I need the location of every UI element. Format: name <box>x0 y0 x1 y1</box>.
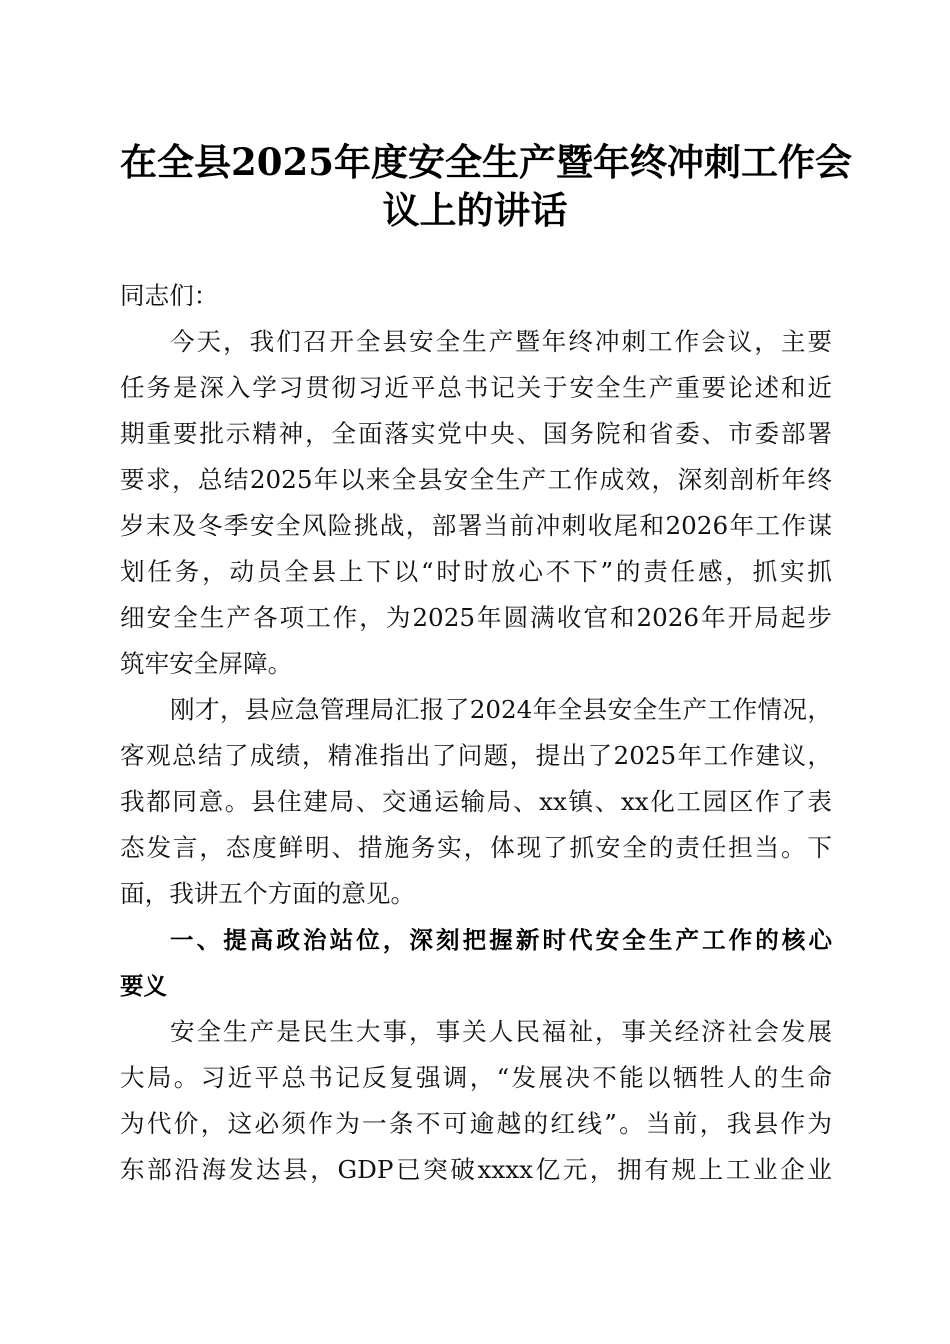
section-1-heading: 要义 <box>120 972 167 1000</box>
paragraph-1-line: 筑牢安全屏障。 <box>120 649 293 678</box>
paragraph-2-line: 我都同意。县住建局、交通运输局、xx镇、xx化工园区作了表 <box>120 787 832 816</box>
paragraph-1-line: 任务是深入学习贯彻习近平总书记关于安全生产重要论述和近 <box>120 373 832 402</box>
paragraph-1-line: 要求，总结2025年以来全县安全生产工作成效，深刻剖析年终 <box>120 465 832 494</box>
paragraph-1-line: 划任务，动员全县上下以“时时放心不下”的责任感，抓实抓 <box>120 557 832 586</box>
salutation: 同志们： <box>120 281 219 310</box>
paragraph-3-line: 东部沿海发达县，GDP已突破xxxx亿元，拥有规上工业企业 <box>120 1155 832 1184</box>
paragraph-1-line: 岁末及冬季安全风险挑战，部署当前冲刺收尾和2026年工作谋 <box>120 511 832 540</box>
paragraph-2-line: 态发言，态度鲜明、措施务实，体现了抓安全的责任担当。下 <box>120 833 832 862</box>
paragraph-3-line: 安全生产是民生大事，事关人民福祉，事关经济社会发展 <box>170 1017 832 1046</box>
paragraph-3-line: 大局。习近平总书记反复强调，“发展决不能以牺牲人的生命 <box>120 1063 832 1092</box>
document-title-line-2: 议上的讲话 <box>382 188 568 232</box>
section-1-heading: 一、提高政治站位，深刻把握新时代安全生产工作的核心 <box>170 926 832 954</box>
paragraph-3-line: 为代价，这必须作为一条不可逾越的红线”。当前，我县作为 <box>120 1109 832 1138</box>
paragraph-1-line: 期重要批示精神，全面落实党中央、国务院和省委、市委部署 <box>120 419 832 448</box>
paragraph-2-line: 面，我讲五个方面的意见。 <box>120 879 416 908</box>
paragraph-1-line: 细安全生产各项工作，为2025年圆满收官和2026年开局起步 <box>120 603 832 632</box>
paragraph-2-line: 刚才，县应急管理局汇报了2024年全县安全生产工作情况， <box>170 695 832 724</box>
document-title-line-1: 在全县2025年度安全生产暨年终冲刺工作会 <box>120 140 852 184</box>
paragraph-2-line: 客观总结了成绩，精准指出了问题，提出了2025年工作建议， <box>120 741 832 770</box>
paragraph-1-line: 今天，我们召开全县安全生产暨年终冲刺工作会议，主要 <box>170 327 832 356</box>
